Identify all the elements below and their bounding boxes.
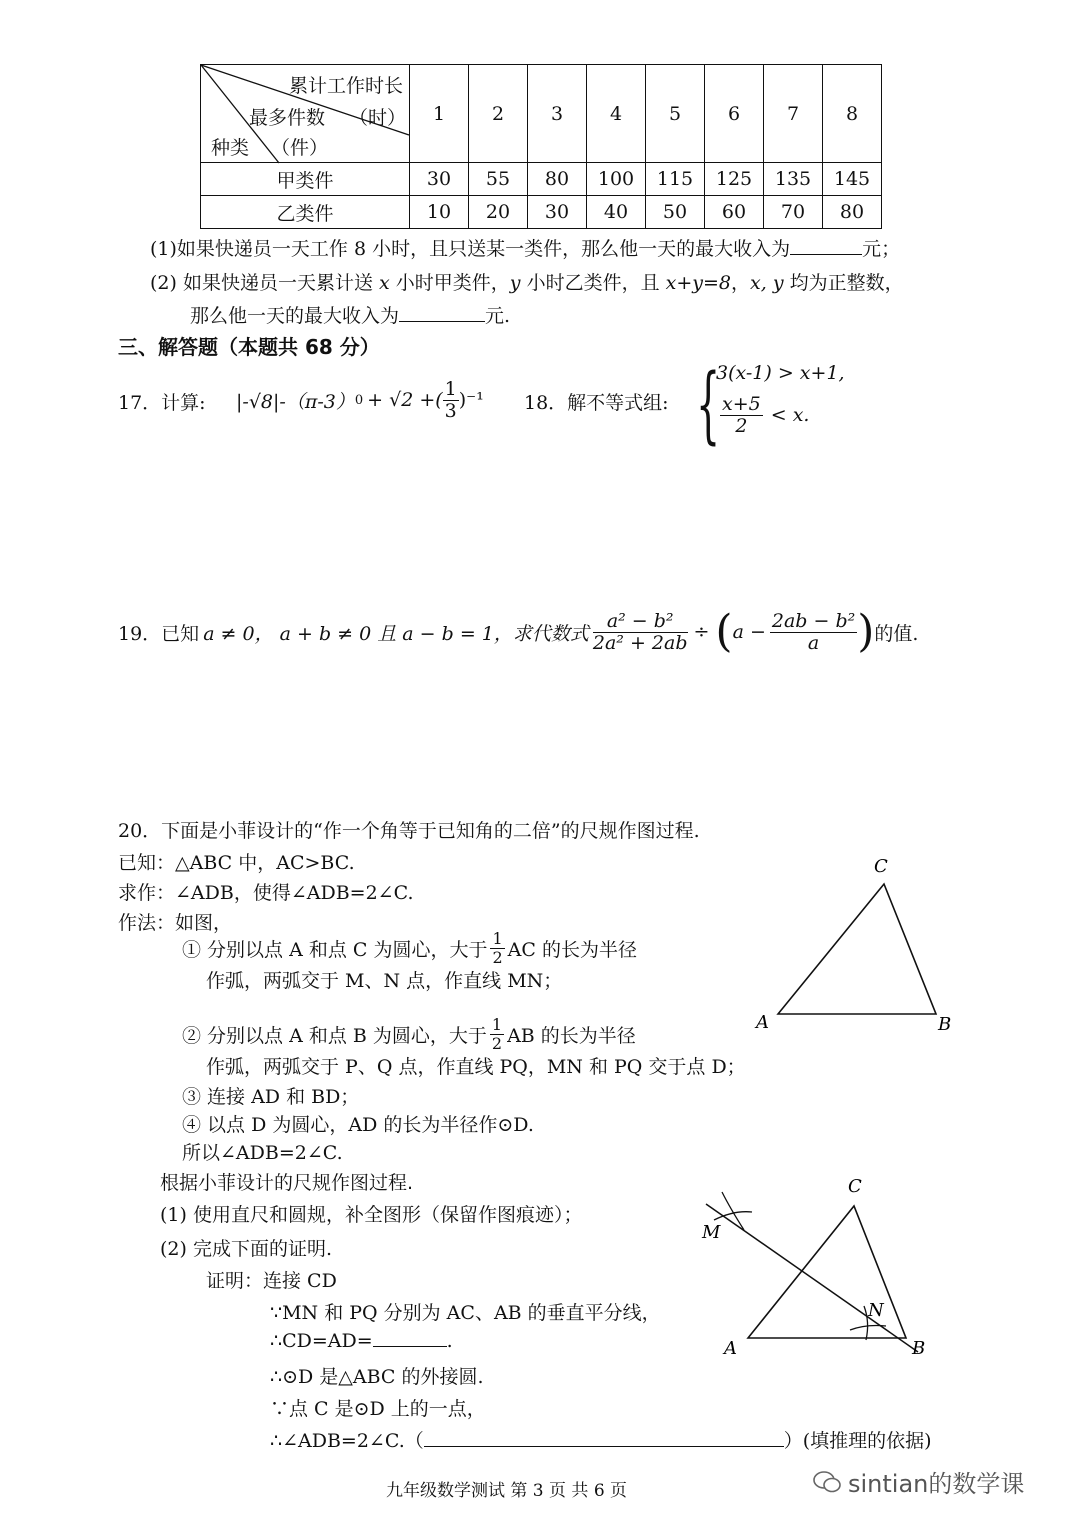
answer-blank <box>373 1346 447 1347</box>
q20-step2a <box>182 1012 636 1056</box>
q18-num: x+5 <box>722 393 761 415</box>
triangle-abc <box>778 884 936 1014</box>
q19-den2: a <box>807 631 820 654</box>
q19-fraction1 <box>593 611 688 654</box>
q16-part2-text-a: (2) 如果快递员一天累计送 <box>150 272 373 294</box>
hour-cell: 8 <box>823 65 882 163</box>
q16-part1-text: (1)如果快递员一天工作 8 小时，且只送某一类件，那么他一天的最大收入为 <box>150 238 791 260</box>
table-cell: 80 <box>528 163 587 196</box>
q17-expression <box>236 372 484 428</box>
hour-cell: 1 <box>410 65 469 163</box>
q20-conclusion: 所以∠ADB=2∠C. <box>182 1142 343 1164</box>
q20-step2b: 作弧，两弧交于 P、Q 点，作直线 PQ，MN 和 PQ 交于点 D； <box>206 1056 746 1078</box>
brace-icon: { <box>696 356 721 453</box>
row-label: 甲类件 <box>201 163 410 196</box>
q17-exp0: 0 <box>354 392 364 408</box>
label-m: M <box>702 1222 721 1243</box>
label-c2: C <box>848 1176 862 1197</box>
table-cell: 100 <box>587 163 646 196</box>
table-cell: 145 <box>823 163 882 196</box>
q17-label: 17．计算: <box>118 392 206 414</box>
step2-text-b: AB 的长为半径 <box>507 1024 636 1047</box>
q19-num2: 2ab − b² <box>771 609 856 632</box>
equation-sum: x+y=8 <box>665 272 732 294</box>
hour-cell: 5 <box>646 65 705 163</box>
q20-known: 已知：△ABC 中，AC>BC. <box>118 852 355 874</box>
table-cell: 10 <box>410 196 469 229</box>
table-cell: 125 <box>705 163 764 196</box>
half-fraction <box>490 1016 504 1052</box>
half-den: 2 <box>491 1033 503 1053</box>
q16-part2-line2-unit: 元. <box>485 305 511 327</box>
watermark <box>812 1464 1024 1499</box>
table-row <box>201 196 882 229</box>
table-cell: 55 <box>469 163 528 196</box>
half-num: 1 <box>492 928 503 948</box>
header-count-label: 最多件数 <box>249 107 326 129</box>
var-y: y <box>509 272 521 294</box>
proof-line1: ∵MN 和 PQ 分别为 AC、AB 的垂直平分线， <box>270 1302 661 1324</box>
q20-method: 作法：如图， <box>118 912 233 934</box>
q19-fraction2 <box>770 611 857 654</box>
half-den: 2 <box>492 947 503 967</box>
q16-part1 <box>150 234 900 261</box>
table-row <box>201 163 882 196</box>
table-cell: 50 <box>646 196 705 229</box>
data-table <box>200 64 882 229</box>
vars-xy: x, y <box>750 272 784 294</box>
proof-line2-end: . <box>446 1330 453 1352</box>
answer-blank <box>399 321 485 322</box>
q17-fraction <box>443 379 459 422</box>
q18-fraction <box>720 394 763 437</box>
q16-part2-line2 <box>190 301 510 328</box>
proof-start: 证明：连接 CD <box>206 1270 337 1292</box>
table-cell: 60 <box>705 196 764 229</box>
q16-part2-text-b: 小时甲类件， <box>395 272 510 294</box>
section-title: 三、解答题（本题共 68 分） <box>118 335 380 359</box>
q19-post: 的值. <box>874 622 919 645</box>
q19-den1: 2a² + 2ab <box>592 631 688 654</box>
label-b2: B <box>912 1338 926 1359</box>
table-cell: 40 <box>587 196 646 229</box>
q20-seek: 求作：∠ADB，使得∠ADB=2∠C. <box>118 882 414 904</box>
q20-basis: 根据小菲设计的尺规作图过程. <box>160 1172 414 1194</box>
right-paren-icon: ) <box>857 606 875 657</box>
q18-label: 18．解不等式组: <box>524 392 669 414</box>
header-hours-label: 累计工作时长 <box>289 75 404 97</box>
q18-den: 2 <box>735 414 748 437</box>
proof-line5-text: ∴∠ADB=2∠C.（ <box>270 1430 424 1452</box>
q17-expr-a: |-√8|-（π-3） <box>236 390 355 413</box>
q20-part2: (2) 完成下面的证明. <box>160 1238 332 1260</box>
var-x: x <box>379 272 390 294</box>
row-label: 乙类件 <box>201 196 410 229</box>
q19-num1: a² − b² <box>593 611 688 633</box>
answer-blank <box>424 1446 784 1447</box>
label-b: B <box>938 1014 952 1035</box>
label-a2: A <box>724 1338 737 1359</box>
q20-part1: (1) 使用直尺和圆规，补全图形（保留作图痕迹）； <box>160 1204 583 1226</box>
q20-step3: ③ 连接 AD 和 BD； <box>182 1086 360 1108</box>
q20-step4: ④ 以点 D 为圆心，AD 的长为半径作⊙D. <box>182 1114 534 1136</box>
q19-label: 19．已知 <box>118 622 200 645</box>
q20-step1b: 作弧，两弧交于 M、N 点，作直线 MN； <box>206 970 563 992</box>
q17-exp: )⁻¹ <box>458 389 484 411</box>
q19 <box>118 604 918 660</box>
table-cell: 30 <box>528 196 587 229</box>
table-cell: 135 <box>764 163 823 196</box>
watermark-text: sintian的数学课 <box>848 1470 1025 1498</box>
q16-part2 <box>150 268 904 295</box>
line-mn <box>706 1204 918 1352</box>
proof-line3: ∴⊙D 是△ABC 的外接圆. <box>270 1366 484 1388</box>
q17-num: 1 <box>444 377 457 400</box>
q18-ineq2 <box>720 394 809 437</box>
table-cell: 115 <box>646 163 705 196</box>
figure-construction <box>700 1176 970 1376</box>
q17-expr-b: + √2 +( <box>367 389 443 411</box>
label-n: N <box>868 1300 884 1321</box>
page-footer: 九年级数学测试 第 3 页 共 6 页 <box>386 1481 628 1501</box>
step2-text-a: ② 分别以点 A 和点 B 为圆心，大于 <box>182 1024 487 1047</box>
hour-cell: 2 <box>469 65 528 163</box>
step1-text-a: ① 分别以点 A 和点 C 为圆心，大于 <box>182 938 488 961</box>
q20-title: 20．下面是小菲设计的“作一个角等于已知角的二倍”的尺规作图过程. <box>118 820 700 842</box>
proof-line5-end: ）(填推理的依据) <box>783 1430 932 1452</box>
left-paren-icon: ( <box>715 606 733 657</box>
diagonal-header-cell <box>201 65 410 163</box>
q19-inner: a − <box>732 621 766 643</box>
step1-text-b: AC 的长为半径 <box>507 938 637 961</box>
header-hours-unit: （时） <box>349 107 407 129</box>
hour-cell: 3 <box>528 65 587 163</box>
q16-part2-text-c: 小时乙类件，且 <box>526 272 660 294</box>
q17-den: 3 <box>444 399 457 422</box>
table-cell: 80 <box>823 196 882 229</box>
table-cell: 20 <box>469 196 528 229</box>
header-type-label: 种类 <box>211 137 250 159</box>
half-num: 1 <box>491 1014 503 1034</box>
proof-line2-text: ∴CD=AD= <box>270 1330 373 1352</box>
hour-cell: 6 <box>705 65 764 163</box>
q18-ineq2-tail: < x. <box>770 404 810 427</box>
q16-part2-text-e: 均为正整数， <box>789 272 904 294</box>
proof-line2 <box>270 1330 453 1352</box>
q19-div: ÷ <box>693 621 710 643</box>
figure-triangle <box>750 852 970 1035</box>
hour-cell: 4 <box>587 65 646 163</box>
table-cell: 70 <box>764 196 823 229</box>
label-c: C <box>874 856 888 877</box>
proof-line4: ∵点 C 是⊙D 上的一点， <box>270 1398 486 1420</box>
q16-part1-unit: 元； <box>862 238 901 260</box>
table-cell: 30 <box>410 163 469 196</box>
label-a: A <box>756 1012 769 1033</box>
q20-step1a <box>182 926 637 970</box>
half-fraction <box>490 930 504 966</box>
header-count-unit: （件） <box>271 137 329 159</box>
q16-part2-comma: ， <box>731 272 751 294</box>
q16-part2-line2-text: 那么他一天的最大收入为 <box>190 305 400 327</box>
hour-cell: 7 <box>764 65 823 163</box>
q19-condition: a ≠ 0， a + b ≠ 0 且 a − b = 1，求代数式 <box>203 622 589 645</box>
arc-m1 <box>722 1192 744 1230</box>
q18-ineq1: 3(x-1) > x+1, <box>716 362 845 384</box>
wechat-icon <box>812 1469 842 1495</box>
answer-blank <box>790 254 862 255</box>
proof-line5 <box>270 1426 932 1453</box>
